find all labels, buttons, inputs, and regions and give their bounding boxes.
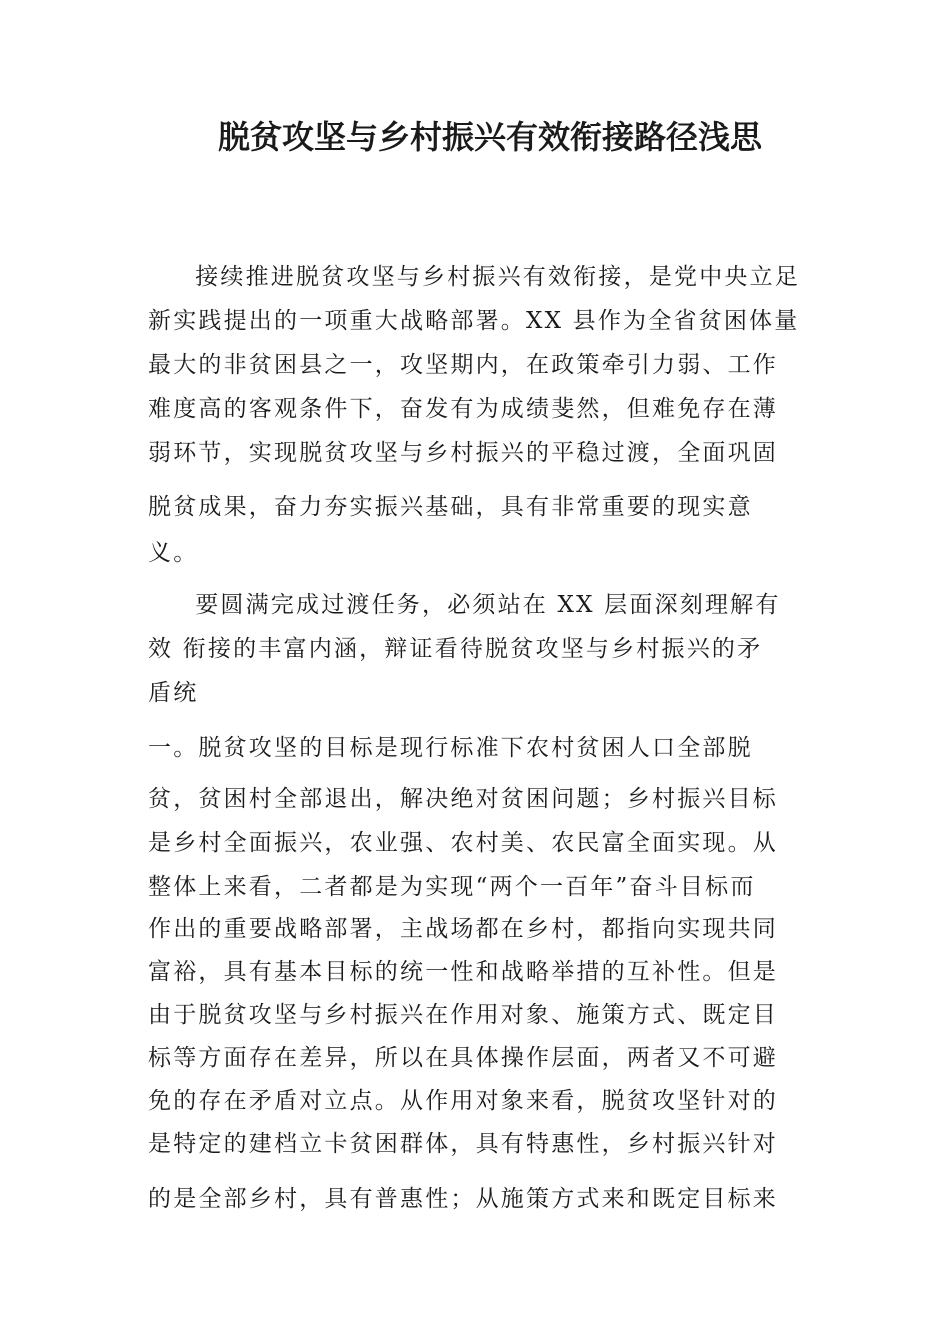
body-line: 难度高的客观条件下，奋发有为成绩斐然，但难免存在薄 bbox=[148, 396, 778, 422]
body-line: 要圆满完成过渡任务，必须站在 XX 层面深刻理解有 bbox=[170, 592, 781, 618]
body-line: 义。 bbox=[148, 540, 199, 566]
body-line: 脱贫成果，奋力夯实振兴基础，具有非常重要的现实意 bbox=[148, 494, 753, 520]
body-line: 是特定的建档立卡贫困群体，具有特惠性，乡村振兴针对 bbox=[148, 1131, 778, 1157]
body-line: 新实践提出的一项重大战略部署。XX 县作为全省贫困体量 bbox=[148, 308, 800, 334]
body-line: 最大的非贫困县之一，攻坚期内，在政策牵引力弱、工作 bbox=[148, 352, 778, 378]
body-line: 标等方面存在差异，所以在具体操作层面，两者又不可避 bbox=[148, 1045, 778, 1071]
body-line: 由于脱贫攻坚与乡村振兴在作用对象、施策方式、既定目 bbox=[148, 1002, 778, 1028]
document-title: 脱贫攻坚与乡村振兴有效衔接路径浅思 bbox=[217, 118, 762, 156]
body-line: 接续推进脱贫攻坚与乡村振兴有效衔接，是党中央立足 bbox=[170, 264, 800, 290]
body-line: 贫，贫困村全部退出，解决绝对贫困问题；乡村振兴目标 bbox=[148, 786, 778, 812]
body-line: 的是全部乡村，具有普惠性；从施策方式来和既定目标来 bbox=[148, 1186, 778, 1212]
body-line: 一。脱贫攻坚的目标是现行标准下农村贫困人口全部脱 bbox=[148, 735, 753, 761]
body-line: 是乡村全面振兴，农业强、农村美、农民富全面实现。从 bbox=[148, 830, 778, 856]
body-line: 弱环节，实现脱贫攻坚与乡村振兴的平稳过渡，全面巩固 bbox=[148, 440, 778, 466]
body-line: 效 衔接的丰富内涵，辩证看待脱贫攻坚与乡村振兴的矛 bbox=[148, 636, 763, 662]
body-line: 整体上来看，二者都是为实现“两个一百年”奋斗目标而 bbox=[148, 874, 756, 900]
body-line: 免的存在矛盾对立点。从作用对象来看，脱贫攻坚针对的 bbox=[148, 1088, 778, 1114]
body-line: 盾统 bbox=[148, 680, 199, 706]
body-line: 作出的重要战略部署，主战场都在乡村，都指向实现共同 bbox=[148, 916, 778, 942]
body-line: 富裕，具有基本目标的统一性和战略举措的互补性。但是 bbox=[148, 959, 778, 985]
